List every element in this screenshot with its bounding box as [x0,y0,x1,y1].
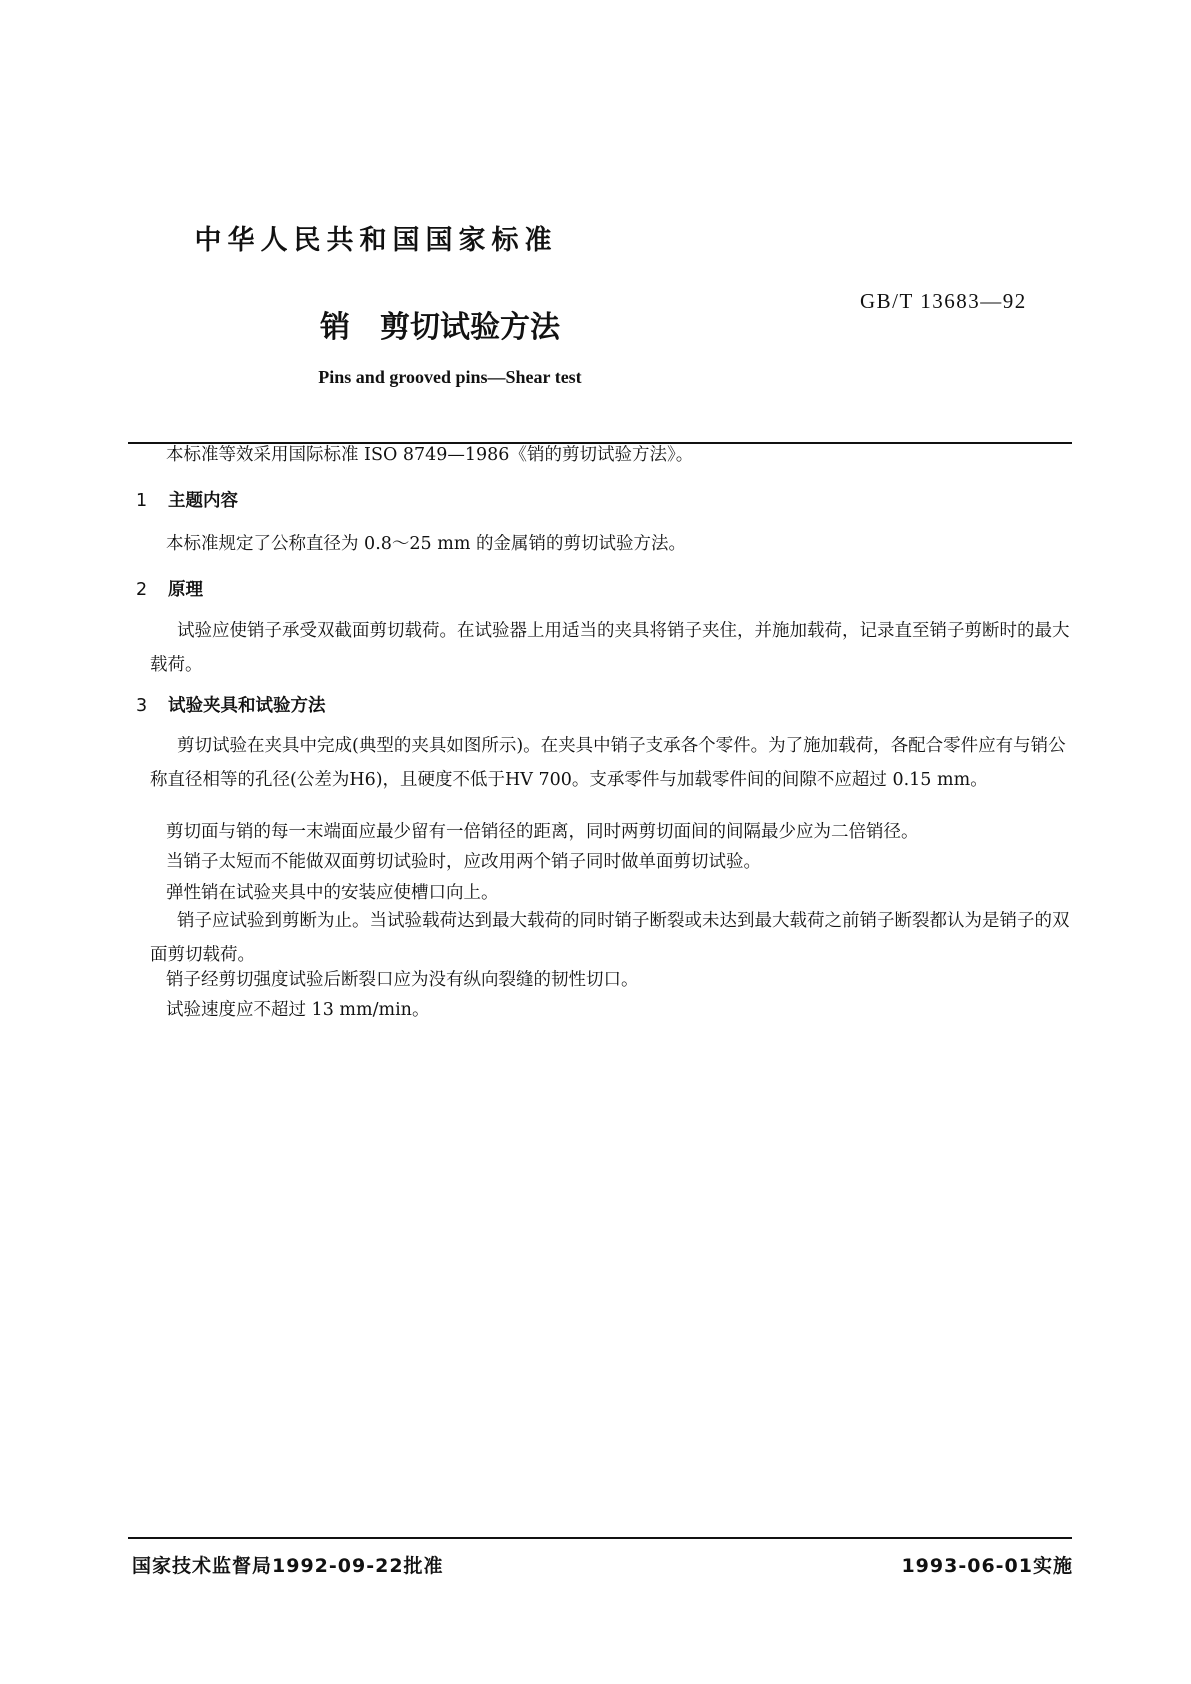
title-cn-part2: 剪切试验方法 [380,310,560,345]
title-cn-part1: 销 [320,310,350,345]
section-1-number: 1 [136,491,148,511]
footer-divider [128,1537,1072,1539]
national-standard-heading: 中华人民共和国国家标准 [194,225,558,256]
section-3-paragraph-1: 剪切试验在夹具中完成(典型的夹具如图所示)。在夹具中销子支承各个零件。为了施加载荷，各配合零件应有与销公称直径相等的孔径(公差为H6)，且硬度不低于HV 700。支承零件与加载零件间的间隙不应超过 0.15 mm。 [150,736,1066,790]
effective-date: 1993-06-01实施 [901,1555,1073,1577]
section-2-paragraph-1: 试验应使销子承受双截面剪切载荷。在试验器上用适当的夹具将销子夹住，并施加载荷，记录直至销子剪断时的最大载荷。 [150,621,1070,675]
section-3-paragraph-4: 弹性销在试验夹具中的安装应使槽口向上。 [166,883,499,903]
section-2-heading [136,576,203,601]
section-3-paragraph-3: 当销子太短而不能做双面剪切试验时，应改用两个销子同时做单面剪切试验。 [166,852,761,872]
section-1-paragraph-1: 本标准规定了公称直径为 0.8～25 mm 的金属销的剪切试验方法。 [166,534,686,554]
document-title-cn [0,302,880,346]
document-title-en: Pins and grooved pins—Shear test [318,367,582,387]
intro-paragraph: 本标准等效采用国际标准 ISO 8749—1986《销的剪切试验方法》。 [166,445,694,465]
section-3-number: 3 [136,696,148,716]
section-1-title: 主题内容 [168,491,238,511]
section-1-heading [136,487,238,512]
standard-number: GB/T 13683—92 [860,289,1027,313]
section-3-title: 试验夹具和试验方法 [168,696,326,716]
section-3-paragraph-2: 剪切面与销的每一末端面应最少留有一倍销径的距离，同时两剪切面间的间隔最少应为二倍销径。 [166,822,919,842]
section-2-title: 原理 [168,580,203,600]
section-3-paragraph-5: 销子应试验到剪断为止。当试验载荷达到最大载荷的同时销子断裂或未达到最大载荷之前销子断裂都认为是销子的双面剪切载荷。 [150,911,1070,965]
section-3-paragraph-6: 销子经剪切强度试验后断裂口应为没有纵向裂缝的韧性切口。 [166,970,639,990]
approval-info: 国家技术监督局1992-09-22批准 [132,1555,444,1577]
section-3-heading [136,692,326,717]
section-3-paragraph-7: 试验速度应不超过 13 mm/min。 [166,1000,430,1020]
section-2-number: 2 [136,580,148,600]
